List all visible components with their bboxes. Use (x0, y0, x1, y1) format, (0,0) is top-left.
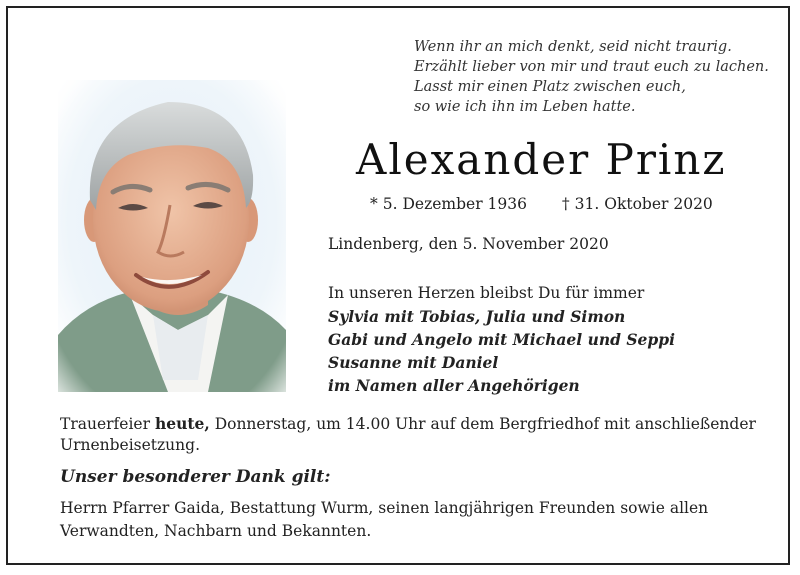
portrait-photo (58, 80, 286, 392)
poem (414, 37, 784, 117)
mourners (328, 282, 675, 397)
service-text-before: Trauerfeier (60, 415, 155, 433)
poem-line: Wenn ihr an mich denkt, seid nicht traurig. (414, 39, 732, 55)
poem-line: Lasst mir einen Platz zwischen euch, (414, 79, 686, 95)
death-date: 31. Oktober 2020 (574, 195, 713, 213)
birth-symbol: * (370, 195, 378, 213)
service-text-bold: heute, (154, 414, 210, 433)
death-symbol: † (561, 195, 570, 213)
birth-date: 5. Dezember 1936 (382, 195, 527, 213)
thanks-text: Herrn Pfarrer Gaida, Bestattung Wurm, seinen langjährigen Freunden sowie allen Verwandten, Nachbarn und Bekannten. (60, 499, 709, 540)
poem-line: Erzählt lieber von mir und traut euch zu lachen. (414, 59, 769, 75)
service-text-after: Donnerstag, um 14.00 Uhr auf dem Bergfriedhof mit anschließender Urnenbeisetzung. (60, 415, 756, 454)
service-info (60, 413, 760, 456)
poem-line: so wie ich ihn im Leben hatte. (414, 99, 636, 115)
thanks-heading: Unser besonderer Dank gilt: (60, 467, 331, 487)
deceased-name: Alexander Prinz (356, 135, 727, 184)
mourner-line: Susanne mit Daniel (328, 353, 499, 372)
mourners-intro: In unseren Herzen bleibst Du für immer (328, 284, 645, 302)
life-dates (370, 195, 713, 213)
mourner-line: Gabi und Angelo mit Michael und Seppi (328, 330, 675, 349)
mourner-line: im Namen aller Angehörigen (328, 376, 580, 395)
mourner-line: Sylvia mit Tobias, Julia und Simon (328, 307, 626, 326)
place-date: Lindenberg, den 5. November 2020 (328, 235, 609, 253)
